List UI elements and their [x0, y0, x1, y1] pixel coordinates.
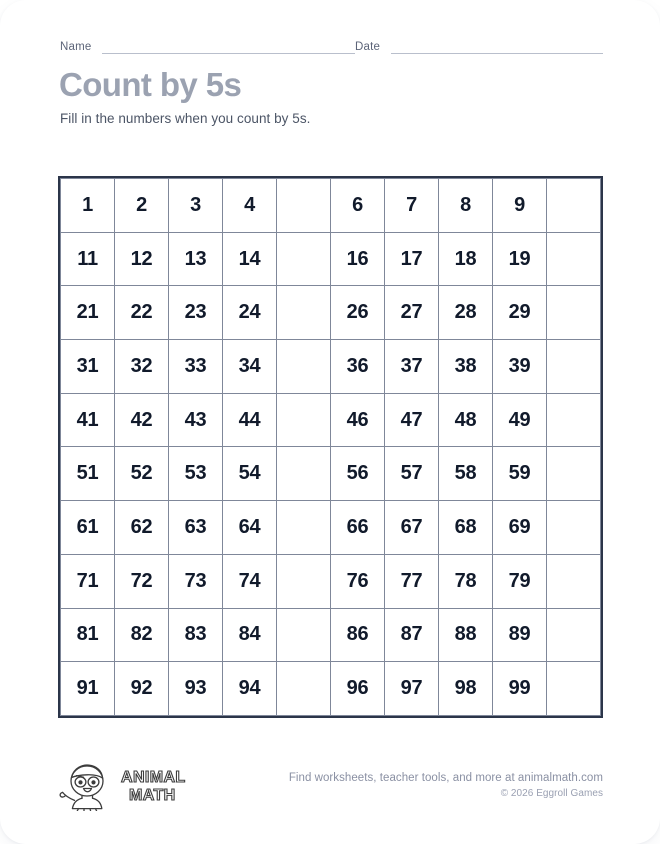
hundreds-cell: 32 [115, 340, 169, 394]
hundreds-cell: 48 [439, 393, 493, 447]
hundreds-chart [58, 176, 603, 718]
page-footer [58, 758, 603, 814]
hundreds-cell: 93 [169, 662, 223, 716]
hundreds-cell: 78 [439, 554, 493, 608]
hundreds-cell: 27 [385, 286, 439, 340]
hundreds-cell: 37 [385, 340, 439, 394]
hundreds-row [61, 340, 601, 394]
hundreds-cell: 19 [493, 232, 547, 286]
hundreds-cell-blank[interactable] [277, 501, 331, 555]
hundreds-cell: 54 [223, 447, 277, 501]
hundreds-cell: 46 [331, 393, 385, 447]
hundreds-cell-blank[interactable] [547, 286, 601, 340]
date-field-group[interactable] [355, 42, 603, 57]
hundreds-cell: 79 [493, 554, 547, 608]
hundreds-cell: 7 [385, 179, 439, 233]
hundreds-cell-blank[interactable] [277, 554, 331, 608]
hundreds-cell: 36 [331, 340, 385, 394]
hundreds-cell: 2 [115, 179, 169, 233]
hundreds-cell-blank[interactable] [277, 662, 331, 716]
footer-copyright: © 2026 Eggroll Games [500, 788, 603, 800]
hundreds-cell: 83 [169, 608, 223, 662]
hundreds-cell-blank[interactable] [547, 662, 601, 716]
hundreds-cell: 94 [223, 662, 277, 716]
hundreds-cell: 71 [61, 554, 115, 608]
hundreds-cell: 91 [61, 662, 115, 716]
hundreds-cell: 99 [493, 662, 547, 716]
hundreds-cell: 77 [385, 554, 439, 608]
animal-math-logo [58, 761, 191, 811]
hundreds-cell: 89 [493, 608, 547, 662]
hundreds-cell: 61 [61, 501, 115, 555]
hundreds-cell: 22 [115, 286, 169, 340]
hundreds-cell: 39 [493, 340, 547, 394]
animal-math-wordmark-icon [119, 765, 191, 807]
page-title: Count by 5s [59, 66, 242, 103]
hundreds-row [61, 554, 601, 608]
student-info-row [60, 38, 603, 56]
hundreds-cell: 3 [169, 179, 223, 233]
hundreds-cell-blank[interactable] [547, 232, 601, 286]
hundreds-cell: 42 [115, 393, 169, 447]
hundreds-cell: 92 [115, 662, 169, 716]
hundreds-cell-blank[interactable] [547, 179, 601, 233]
hundreds-cell-blank[interactable] [547, 393, 601, 447]
hundreds-cell-blank[interactable] [547, 554, 601, 608]
hundreds-cell: 69 [493, 501, 547, 555]
hundreds-cell: 6 [331, 179, 385, 233]
hundreds-table-body [61, 179, 601, 716]
hundreds-cell: 74 [223, 554, 277, 608]
hundreds-row [61, 501, 601, 555]
hundreds-cell: 97 [385, 662, 439, 716]
hundreds-cell-blank[interactable] [547, 340, 601, 394]
hundreds-cell-blank[interactable] [277, 286, 331, 340]
hundreds-cell: 23 [169, 286, 223, 340]
hundreds-cell-blank[interactable] [277, 232, 331, 286]
hundreds-row [61, 447, 601, 501]
hundreds-cell: 26 [331, 286, 385, 340]
hundreds-cell: 11 [61, 232, 115, 286]
hundreds-cell: 16 [331, 232, 385, 286]
hundreds-cell: 14 [223, 232, 277, 286]
hundreds-row [61, 608, 601, 662]
hundreds-cell: 57 [385, 447, 439, 501]
hundreds-cell: 17 [385, 232, 439, 286]
hundreds-cell: 29 [493, 286, 547, 340]
hundreds-cell: 18 [439, 232, 493, 286]
hundreds-cell: 86 [331, 608, 385, 662]
footer-promo-text: Find worksheets, teacher tools, and more at animalmath.com [288, 772, 603, 785]
logo-text-animal: ANIMAL [121, 769, 186, 786]
hundreds-cell: 31 [61, 340, 115, 394]
hundreds-cell: 63 [169, 501, 223, 555]
hundreds-cell: 13 [169, 232, 223, 286]
hundreds-cell: 96 [331, 662, 385, 716]
hundreds-cell-blank[interactable] [277, 393, 331, 447]
hundreds-cell: 34 [223, 340, 277, 394]
hundreds-cell: 82 [115, 608, 169, 662]
hundreds-cell: 43 [169, 393, 223, 447]
hundreds-cell: 87 [385, 608, 439, 662]
hundreds-cell: 84 [223, 608, 277, 662]
hundreds-cell: 51 [61, 447, 115, 501]
hundreds-cell: 44 [223, 393, 277, 447]
hundreds-cell: 28 [439, 286, 493, 340]
animal-math-character-icon [58, 761, 116, 811]
hundreds-cell: 59 [493, 447, 547, 501]
hundreds-cell-blank[interactable] [547, 501, 601, 555]
hundreds-cell: 21 [61, 286, 115, 340]
hundreds-cell: 24 [223, 286, 277, 340]
hundreds-cell: 62 [115, 501, 169, 555]
hundreds-cell: 53 [169, 447, 223, 501]
page-subtitle: Fill in the numbers when you count by 5s. [60, 111, 311, 126]
hundreds-cell: 33 [169, 340, 223, 394]
hundreds-cell-blank[interactable] [277, 608, 331, 662]
hundreds-cell: 9 [493, 179, 547, 233]
hundreds-cell-blank[interactable] [277, 179, 331, 233]
hundreds-cell: 73 [169, 554, 223, 608]
hundreds-cell: 52 [115, 447, 169, 501]
hundreds-cell: 67 [385, 501, 439, 555]
hundreds-cell: 4 [223, 179, 277, 233]
hundreds-cell: 58 [439, 447, 493, 501]
date-label: Date [355, 40, 381, 53]
hundreds-cell: 1 [61, 179, 115, 233]
hundreds-row [61, 393, 601, 447]
hundreds-cell: 12 [115, 232, 169, 286]
hundreds-cell: 98 [439, 662, 493, 716]
hundreds-cell: 68 [439, 501, 493, 555]
hundreds-cell: 64 [223, 501, 277, 555]
hundreds-cell: 41 [61, 393, 115, 447]
hundreds-cell: 76 [331, 554, 385, 608]
hundreds-cell: 38 [439, 340, 493, 394]
name-field-group[interactable] [60, 42, 355, 57]
hundreds-row [61, 662, 601, 716]
footer-credits [289, 770, 603, 801]
hundreds-cell: 56 [331, 447, 385, 501]
hundreds-cell: 88 [439, 608, 493, 662]
date-write-line[interactable] [391, 53, 603, 54]
hundreds-row [61, 179, 601, 233]
hundreds-cell-blank[interactable] [547, 608, 601, 662]
name-label: Name [60, 40, 92, 53]
hundreds-row [61, 286, 601, 340]
hundreds-cell-blank[interactable] [277, 447, 331, 501]
hundreds-row [61, 232, 601, 286]
hundreds-cell: 81 [61, 608, 115, 662]
hundreds-cell: 49 [493, 393, 547, 447]
hundreds-table [60, 178, 601, 716]
logo-text-math: MATH [129, 787, 176, 804]
hundreds-cell-blank[interactable] [277, 340, 331, 394]
hundreds-cell: 8 [439, 179, 493, 233]
hundreds-cell: 47 [385, 393, 439, 447]
hundreds-cell: 66 [331, 501, 385, 555]
name-write-line[interactable] [102, 53, 355, 54]
hundreds-cell: 72 [115, 554, 169, 608]
hundreds-cell-blank[interactable] [547, 447, 601, 501]
